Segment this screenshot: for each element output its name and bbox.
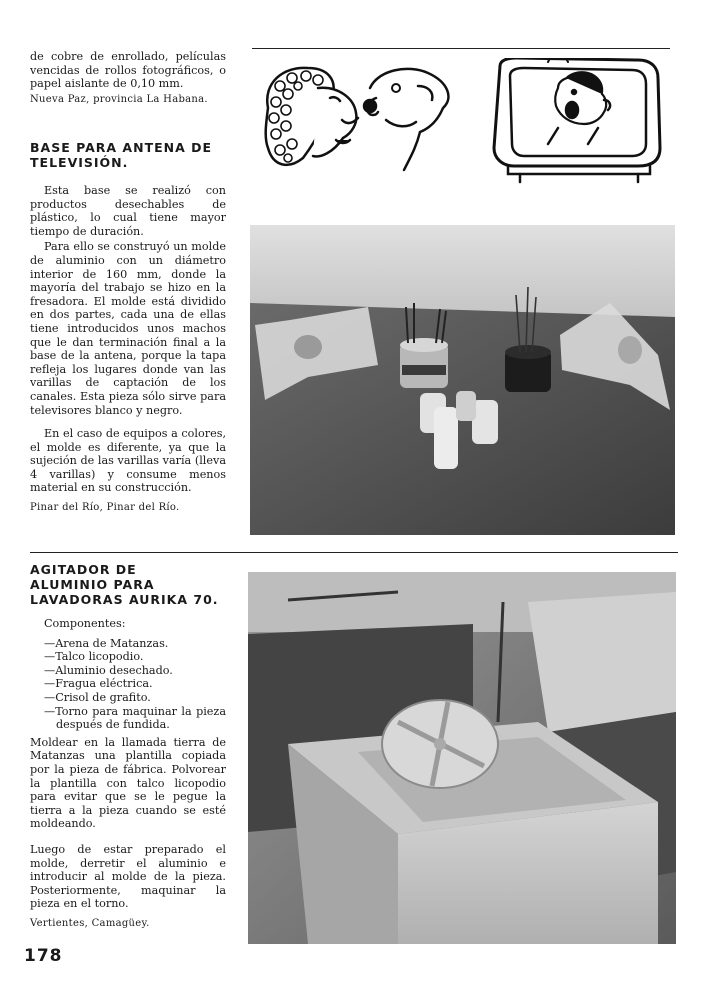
antenna-base-photo-graphic	[250, 225, 675, 535]
paragraph: Moldear en la llamada tierra de Matanzas una plantilla copiada por la pieza de fábrica. Polvorear la plantilla con talco licopodio para evitar que se le pegue la tierra a la pieza cuando se esté moldeando.	[30, 735, 226, 831]
paragraph: En el caso de equipos a colores, el molde es diferente, ya que la sujeción de las varillas varía (lleva 4 varillas) y consume menos material en su construcción.	[30, 427, 226, 495]
list-item: —Fragua eléctrica.	[44, 677, 153, 691]
continuation-signature: Nueva Paz, provincia La Habana.	[30, 93, 208, 105]
paragraph: Luego de estar preparado el molde, derretir el aluminio e introducir al molde de la pieza. Posteriormente, maquinar la pieza en el torno.	[30, 842, 226, 911]
article-antena-signature: Pinar del Río, Pinar del Río.	[30, 502, 180, 514]
article-antena	[30, 140, 226, 515]
page-number: 178	[24, 946, 63, 966]
continuation-text: de cobre de enrollado, películas vencidas de rollos fotográficos, o papel aislante de 0,10 mm.	[30, 50, 226, 91]
agitator-photo	[248, 572, 676, 944]
section-rule	[30, 552, 678, 553]
list-item: —Aluminio desechado.	[44, 663, 173, 677]
article-agitador-signature: Vertientes, Camagüey.	[30, 917, 150, 929]
article-agitador	[30, 562, 226, 930]
title-line: AGITADOR DE	[30, 562, 137, 577]
agitator-photo-graphic	[248, 572, 676, 944]
paragraph: Para ello se construyó un molde de aluminio con un diámetro interior de 160 mm, donde la mayoría del trabajo se hizo en la fresadora. El molde está dividido en dos partes, cada una de ellas tiene introducidos unos machos que le dan terminación final a la base de la antena, porque la tapa refleja los lugares donde van las varillas de captación de los canales. Esta pieza sólo sirve para televisores blanco y negro.	[30, 240, 226, 417]
top-rule	[252, 48, 670, 49]
title-line: ALUMINIO PARA	[30, 577, 155, 592]
woman-figure	[266, 68, 358, 165]
list-item: —Torno para maquinar la pieza después de fundida.	[44, 704, 226, 732]
paragraph: Esta base se realizó con productos desechables de plástico, lo cual tiene mayor tiempo de duración.	[30, 184, 226, 238]
antenna-base-photo	[250, 225, 675, 535]
article-agitador-title	[30, 562, 226, 607]
man-figure	[364, 69, 448, 170]
title-line: BASE PARA ANTENA DE	[30, 140, 213, 155]
continuation-block	[30, 50, 226, 106]
title-line: LAVADORAS AURIKA 70.	[30, 592, 219, 607]
article-antena-title	[30, 140, 226, 170]
title-line: TELEVISIÓN.	[30, 155, 129, 170]
components-list	[30, 637, 226, 732]
list-item: —Arena de Matanzas.	[44, 636, 169, 650]
components-label: Componentes:	[44, 617, 126, 630]
cartoon-illustration	[258, 58, 670, 186]
list-item: —Talco licopodio.	[44, 650, 144, 664]
tv-illustration	[494, 58, 660, 182]
list-item: —Crisol de grafito.	[44, 690, 151, 704]
